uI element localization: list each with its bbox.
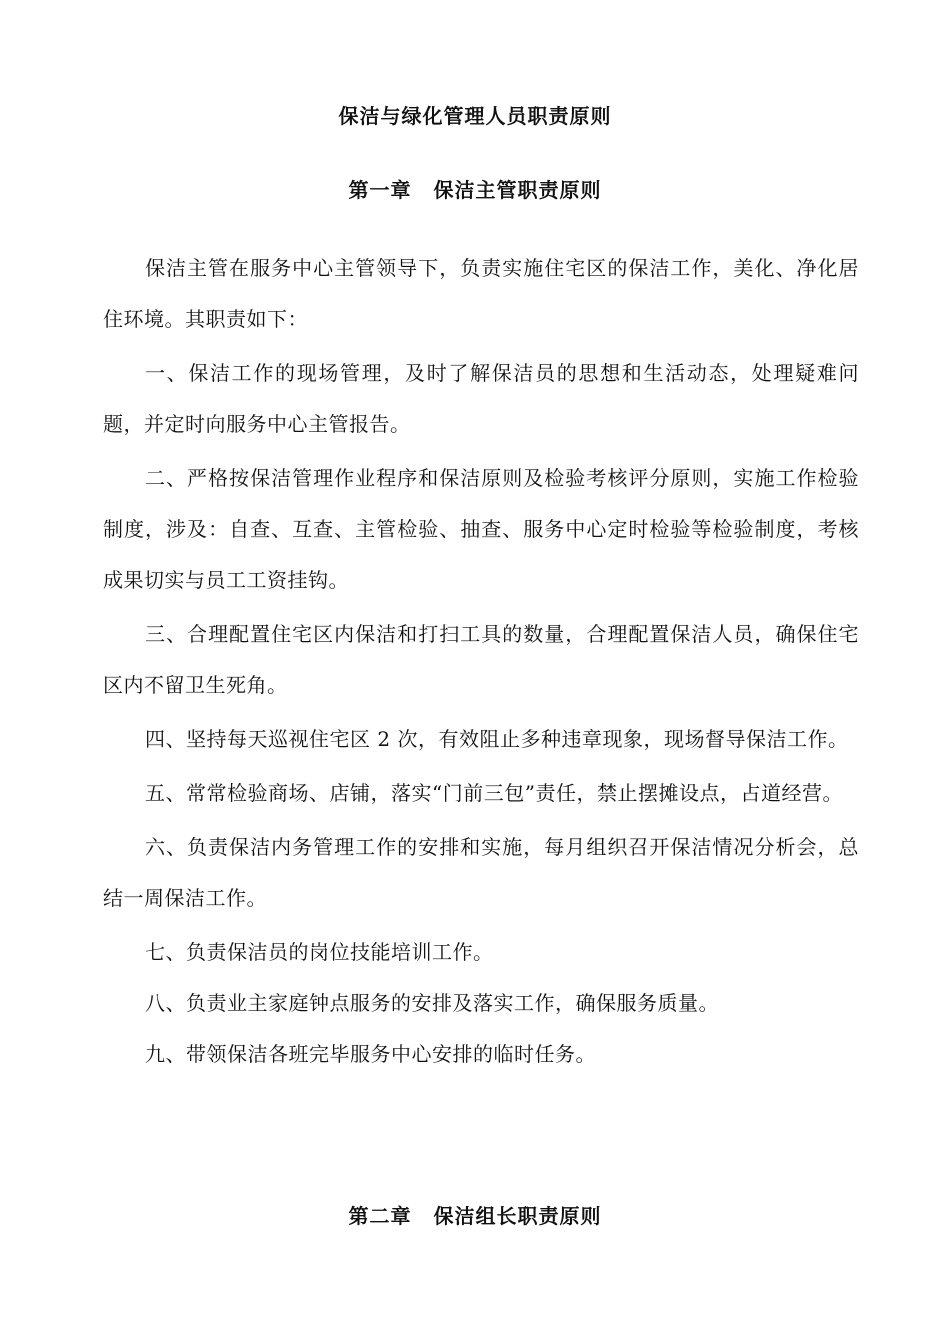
chapter-2-number: 第二章 <box>348 1204 412 1228</box>
duty-paragraph-9: 九、带领保洁各班完毕服务中心安排的临时任务。 <box>145 1042 596 1066</box>
chapter-1-name: 保洁主管职责原则 <box>433 178 602 202</box>
duty-paragraph-5: 五、常常检验商场、店铺，落实“门前三包”责任，禁止摆摊设点，占道经营。 <box>145 781 843 805</box>
duty-paragraph-4: 四、坚持每天巡视住宅区 2 次，有效阻止多种违章现象，现场督导保洁工作。 <box>145 727 849 751</box>
duty-paragraph-3: 三、合理配置住宅区内保洁和打扫工具的数量，合理配置保洁人员，确保住宅区内不留卫生死角。 <box>103 622 859 697</box>
chapter-1-number: 第一章 <box>348 178 412 202</box>
chapter-2-heading <box>0 1200 950 1229</box>
document-title: 保洁与绿化管理人员职责原则 <box>338 104 612 128</box>
chapter-1-body <box>103 243 859 1080</box>
duty-paragraph-7: 七、负责保洁员的岗位技能培训工作。 <box>145 940 494 964</box>
chapter-2-name: 保洁组长职责原则 <box>433 1204 602 1228</box>
duty-paragraph-8: 八、负责业主家庭钟点服务的安排及落实工作，确保服务质量。 <box>145 991 719 1015</box>
duty-paragraph-2: 二、严格按保洁管理作业程序和保洁原则及检验考核评分原则，实施工作检验制度，涉及：自查、互查、主管检验、抽查、服务中心定时检验等检验制度，考核成果切实与员工工资挂钩。 <box>103 466 859 592</box>
chapter-1-heading <box>0 174 950 203</box>
duty-paragraph-6: 六、负责保洁内务管理工作的安排和实施，每月组织召开保洁情况分析会，总结一周保洁工作。 <box>103 835 859 910</box>
duty-paragraph-1: 一、保洁工作的现场管理，及时了解保洁员的思想和生活动态，处理疑难问题，并定时向服务中心主管报告。 <box>103 361 859 436</box>
intro-paragraph: 保洁主管在服务中心主管领导下，负责实施住宅区的保洁工作，美化、净化居住环境。其职责如下： <box>103 256 859 331</box>
